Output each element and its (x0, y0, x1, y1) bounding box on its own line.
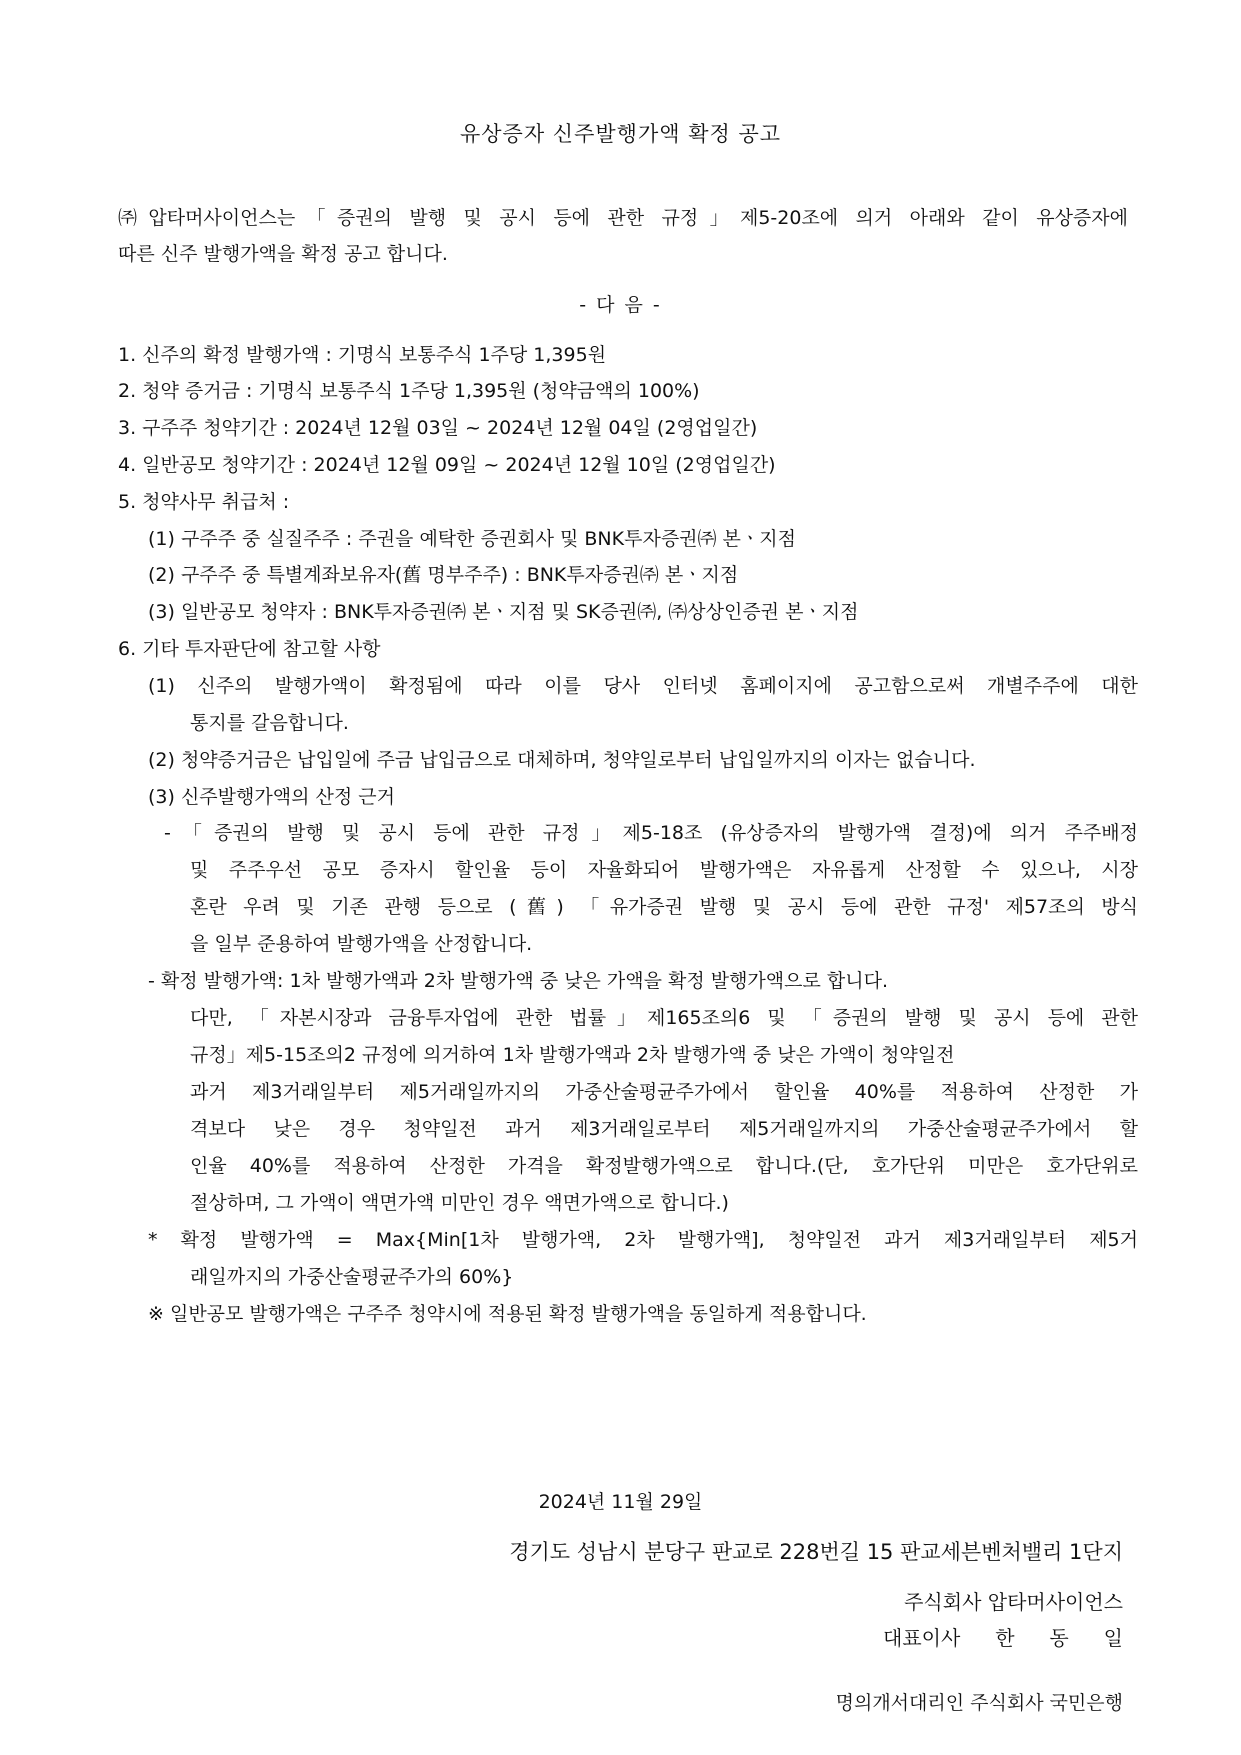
company-address: 경기도 성남시 분당구 판교로 228번길 15 판교세븐벤처밸리 1단지 (509, 1540, 1123, 1564)
item-3: 3. 구주주 청약기간 : 2024년 12월 03일 ~ 2024년 12월 04일 (2영업일간) (118, 417, 758, 439)
ceo-name-3: 일 (1103, 1626, 1123, 1650)
item-6-sub-1-line-1: (1) 신주의 발행가액이 확정됨에 따라 이를 당사 인터넷 홈페이지에 공고함으로써 개별주주에 대한 (148, 675, 1138, 697)
transfer-agent: 명의개서대리인 주식회사 국민은행 (835, 1692, 1123, 1714)
ceo-line (883, 1622, 1123, 1651)
item-6: 6. 기타 투자판단에 참고할 사항 (118, 638, 381, 660)
item-5-sub-1: (1) 구주주 중 실질주주 : 주권을 예탁한 증권회사 및 BNK투자증권㈜ 본ㆍ지점 (148, 528, 796, 550)
basis-2-line-6: 인율 40%를 적용하여 산정한 가격을 확정발행가액으로 합니다.(단, 호가단위 미만은 호가단위로 (190, 1155, 1138, 1177)
note: ※ 일반공모 발행가액은 구주주 청약시에 적용된 확정 발행가액을 동일하게 적용합니다. (148, 1303, 867, 1325)
basis-2-line-5: 격보다 낮은 경우 청약일전 과거 제3거래일로부터 제5거래일까지의 가중산술평균주가에서 할 (190, 1118, 1138, 1140)
item-6-sub-2: (2) 청약증거금은 납입일에 주금 납입금으로 대체하며, 청약일로부터 납입일까지의 이자는 없습니다. (148, 749, 976, 771)
section-mark: - 다 음 - (579, 294, 662, 316)
basis-1-line-1: -「증권의 발행 및 공시 등에 관한 규정」제5-18조 (유상증자의 발행가액 결정)에 의거 주주배정 (164, 822, 1138, 844)
ceo-title: 대표이사 (883, 1626, 961, 1650)
formula-line-2: 래일까지의 가중산술평균주가의 60%} (190, 1266, 514, 1288)
item-2: 2. 청약 증거금 : 기명식 보통주식 1주당 1,395원 (청약금액의 100%) (118, 380, 700, 402)
basis-2-line-7: 절상하며, 그 가액이 액면가액 미만인 경우 액면가액으로 합니다.) (190, 1192, 729, 1214)
item-6-sub-1-line-2: 통지를 갈음합니다. (190, 712, 349, 734)
ceo-name-2: 동 (1049, 1626, 1069, 1650)
basis-1-line-4: 을 일부 준용하여 발행가액을 산정합니다. (190, 933, 533, 955)
intro-line-1: ㈜압타머사이언스는「증권의 발행 및 공시 등에 관한 규정」제5-20조에 의거 아래와 같이 유상증자에 (118, 207, 1128, 229)
item-5-sub-3: (3) 일반공모 청약자 : BNK투자증권㈜ 본ㆍ지점 및 SK증권㈜, ㈜상상인증권 본ㆍ지점 (148, 601, 859, 623)
company-name: 주식회사 압타머사이언스 (904, 1590, 1123, 1614)
basis-1-line-3: 혼란 우려 및 기존 관행 등으로 (舊) 「유가증권 발행 및 공시 등에 관한 규정' 제57조의 방식 (190, 896, 1138, 918)
basis-2-line-4: 과거 제3거래일부터 제5거래일까지의 가중산술평균주가에서 할인율 40%를 적용하여 산정한 가 (190, 1081, 1138, 1103)
ceo-name-1: 한 (995, 1626, 1015, 1650)
item-5: 5. 청약사무 취급처 : (118, 491, 290, 513)
intro-paragraph (118, 200, 1128, 272)
intro-line-2: 따른 신주 발행가액을 확정 공고 합니다. (118, 243, 448, 265)
notice-title: 유상증자 신주발행가액 확정 공고 (459, 122, 782, 146)
basis-2-line-2: 다만, 「자본시장과 금융투자업에 관한 법률」제165조의6 및 「증권의 발행 및 공시 등에 관한 (190, 1007, 1138, 1029)
item-4: 4. 일반공모 청약기간 : 2024년 12월 09일 ~ 2024년 12월 10일 (2영업일간) (118, 454, 776, 476)
formula-line-1: * 확정 발행가액 = Max{Min[1차 발행가액, 2차 발행가액], 청약일전 과거 제3거래일부터 제5거 (148, 1229, 1138, 1251)
item-5-sub-2: (2) 구주주 중 특별계좌보유자(舊 명부주주) : BNK투자증권㈜ 본ㆍ지점 (148, 564, 739, 586)
basis-1-line-2: 및 주주우선 공모 증자시 할인율 등이 자율화되어 발행가액은 자유롭게 산정할 수 있으나, 시장 (190, 859, 1138, 881)
item-6-sub-3: (3) 신주발행가액의 산정 근거 (148, 786, 395, 808)
notice-date: 2024년 11월 29일 (538, 1491, 703, 1513)
basis-2-line-3: 규정」제5-15조의2 규정에 의거하여 1차 발행가액과 2차 발행가액 중 낮은 가액이 청약일전 (190, 1044, 955, 1066)
item-1: 1. 신주의 확정 발행가액 : 기명식 보통주식 1주당 1,395원 (118, 344, 607, 366)
basis-2-line-1: - 확정 발행가액: 1차 발행가액과 2차 발행가액 중 낮은 가액을 확정 발행가액으로 합니다. (148, 970, 888, 992)
